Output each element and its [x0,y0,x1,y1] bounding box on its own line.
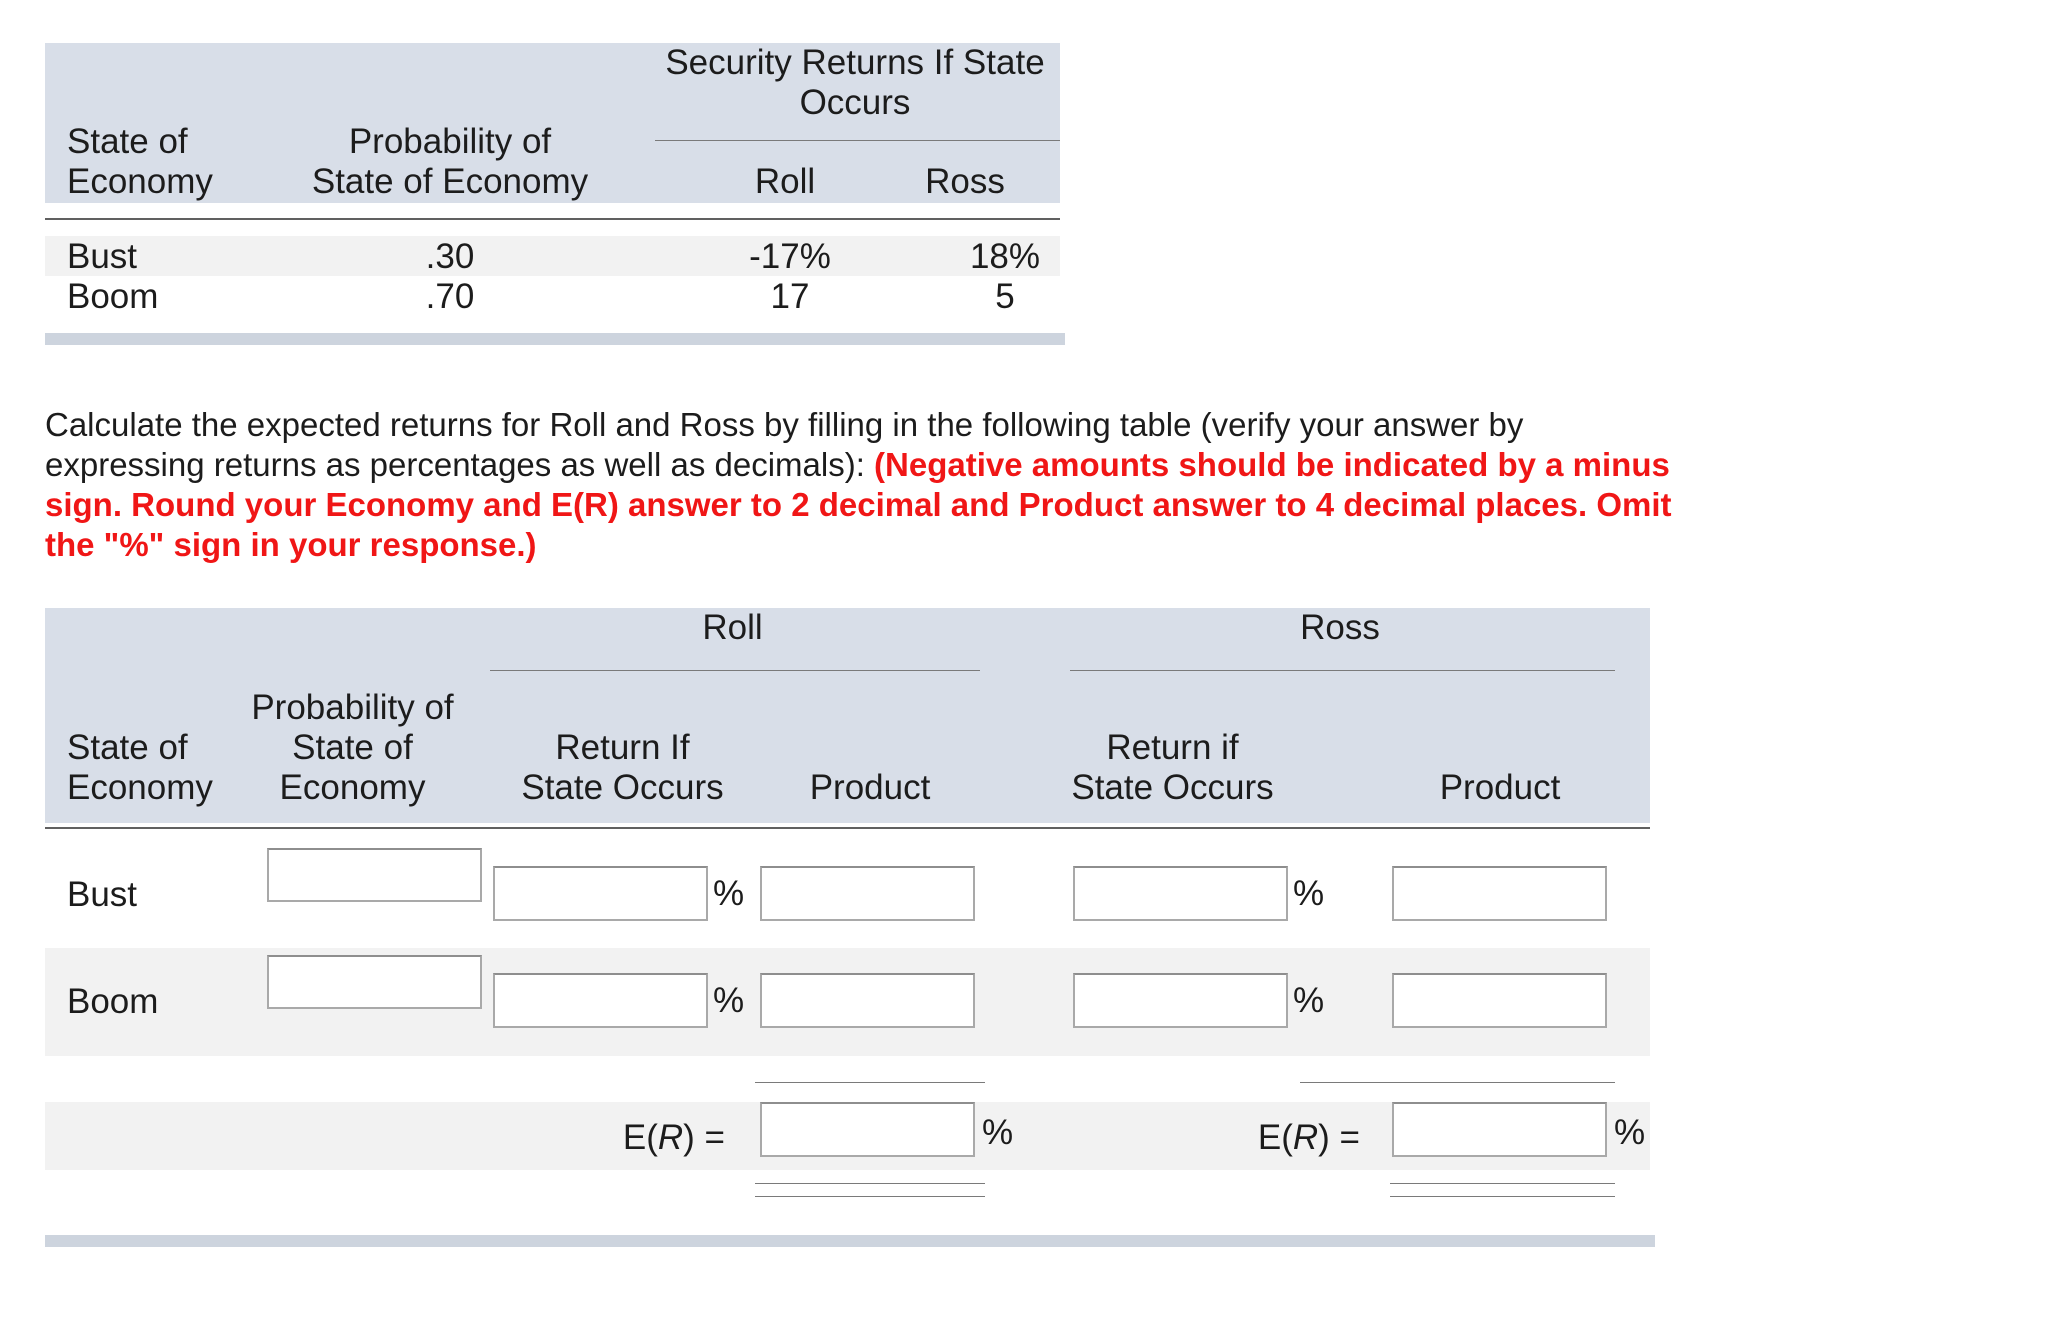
table1-row-probability: .30 [425,237,475,276]
percent-sign: % [1293,874,1325,913]
table2-ross-group-header: Ross [1300,608,1380,647]
percent-sign: % [713,981,745,1020]
er-label-prefix: E( [622,1118,658,1157]
ross-total-double-rule-bottom [1390,1196,1615,1197]
table1-prob-header-line2: State of Economy [311,162,589,201]
boom-probability-input[interactable] [267,955,482,1009]
er-label-suffix: ) = [683,1118,725,1157]
table2-prob-header-line2: State of [292,728,413,767]
table2-ross-product-header: Product [1439,768,1561,807]
table2-roll-return-header-line1: Return If [555,728,690,767]
table2-prob-header-line3: Economy [279,768,426,807]
ross-sum-rule [1300,1082,1615,1083]
table2-row-state: Boom [67,982,159,1021]
percent-sign: % [1614,1113,1646,1152]
table2-roll-group-underline [490,670,980,671]
roll-total-double-rule-top [755,1183,985,1184]
table2-prob-header-line1: Probability of [251,688,454,727]
ross-expected-return-input[interactable] [1392,1102,1607,1157]
table1-group-header-line2: Occurs [799,83,911,122]
table1-row-probability: .70 [425,277,475,316]
table2-roll-product-header: Product [809,768,931,807]
ross-total-double-rule-top [1390,1183,1615,1184]
er-label-var: R [1292,1118,1319,1157]
table1-row-roll-return: -17% [749,237,831,276]
bust-ross-return-input[interactable] [1073,866,1288,921]
table1-group-underline [655,140,1060,141]
table1-ross-header: Ross [925,162,1005,201]
bust-roll-product-input[interactable] [760,866,975,921]
table1-group-header-line1: Security Returns If State [665,43,1045,82]
table1-state-header-line2: Economy [67,162,213,201]
boom-ross-product-input[interactable] [1392,973,1607,1028]
table1-row-state: Boom [67,277,159,316]
er-label-suffix: ) = [1318,1118,1360,1157]
table2-ross-return-header-line1: Return if [1106,728,1239,767]
table1-row-roll-return: 17 [770,277,810,316]
table2-bottom-bar [45,1235,1655,1247]
roll-er-label [560,1118,725,1158]
percent-sign: % [1293,981,1325,1020]
table2-state-header-line1: State of [67,728,188,767]
percent-sign: % [982,1113,1014,1152]
instructions-text: Calculate the expected returns for Roll and Ross by filling in the following table (verify your answer by expressing returns as percentages as well as decimals): [45,406,1524,483]
table1-bottom-bar [45,333,1065,345]
roll-total-double-rule-bottom [755,1196,985,1197]
table2-ross-return-header-line2: State Occurs [1071,768,1274,807]
table1-state-header-line1: State of [67,122,188,161]
boom-ross-return-input[interactable] [1073,973,1288,1028]
table2-roll-group-header: Roll [702,608,763,647]
roll-expected-return-input[interactable] [760,1102,975,1157]
roll-sum-rule [755,1082,985,1083]
table1-row-state: Bust [67,237,138,276]
instructions-emphasis: (Negative amounts should be indicated by a minus sign. Round your Economy and E(R) answer to 2 decimal and Product answer to 4 decimal places. Omit the "%" sign in your response.) [45,446,1672,563]
table2-ross-group-underline [1070,670,1615,671]
table2-row-state: Bust [67,875,138,914]
table1-row-ross-return: 18% [969,237,1040,276]
table1-header-divider [45,218,1060,220]
er-label-prefix: E( [1257,1118,1293,1157]
boom-roll-product-input[interactable] [760,973,975,1028]
table1-row-ross-return: 5 [995,277,1015,316]
boom-roll-return-input[interactable] [493,973,708,1028]
table2-roll-return-header-line2: State Occurs [521,768,724,807]
bust-roll-return-input[interactable] [493,866,708,921]
bust-probability-input[interactable] [267,848,482,902]
er-label-var: R [657,1118,684,1157]
percent-sign: % [713,874,745,913]
table1-roll-header: Roll [754,162,816,201]
table2-header-divider [45,827,1650,829]
ross-er-label [1195,1118,1360,1158]
table1-prob-header-line1: Probability of [348,122,552,161]
instructions [45,405,1685,565]
bust-ross-product-input[interactable] [1392,866,1607,921]
table2-state-header-line2: Economy [67,768,213,807]
